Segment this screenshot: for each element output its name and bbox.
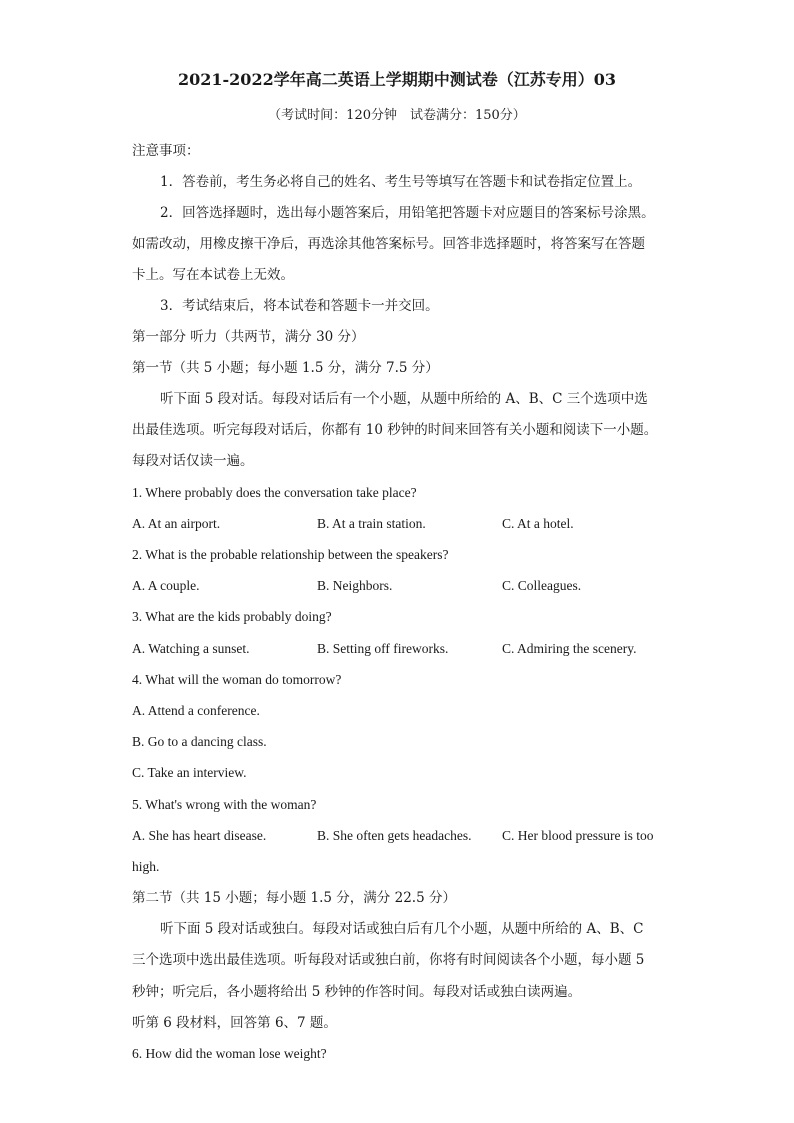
- question-1-option-a: A. At an airport.: [132, 516, 221, 531]
- question-4-option-a: A. Attend a conference.: [132, 703, 260, 718]
- question-2-stem: 2. What is the probable relationship between the speakers?: [132, 547, 449, 562]
- question-2-option-c: C. Colleagues.: [502, 578, 582, 593]
- notice-item-2-line-3: 卡上。写在本试卷上无效。: [132, 267, 294, 283]
- question-4-stem: 4. What will the woman do tomorrow?: [132, 672, 342, 687]
- section1-instruction-line-3: 每段对话仅读一遍。: [132, 453, 254, 469]
- question-4-option-c: C. Take an interview.: [132, 765, 247, 780]
- question-1-option-b: B. At a train station.: [317, 516, 426, 531]
- question-2-option-a: A. A couple.: [132, 578, 200, 593]
- notice-item-1: 1．答卷前，考生务必将自己的姓名、考生号等填写在答题卡和试卷指定位置上。: [160, 174, 642, 190]
- section2-instruction-line-1: 听下面 5 段对话或独白。每段对话或独白后有几个小题，从题中所给的 A、B、C: [160, 921, 644, 937]
- section2-instruction-line-3: 秒钟；听完后，各小题将给出 5 秒钟的作答时间。每段对话或独白读两遍。: [132, 984, 582, 1000]
- question-1-stem: 1. Where probably does the conversation take place?: [132, 485, 417, 500]
- question-3-stem: 3. What are the kids probably doing?: [132, 609, 332, 624]
- notice-item-2-line-2: 如需改动，用橡皮擦干净后，再选涂其他答案标号。回答非选择题时，将答案写在答题: [132, 236, 645, 252]
- section1-heading: 第一节（共 5 小题；每小题 1.5 分，满分 7.5 分）: [132, 360, 439, 376]
- question-1-option-c: C. At a hotel.: [502, 516, 574, 531]
- section1-instruction-line-1: 听下面 5 段对话。每段对话后有一个小题，从题中所给的 A、B、C 三个选项中选: [160, 391, 648, 407]
- question-3-option-a: A. Watching a sunset.: [132, 641, 250, 656]
- section1-instruction-line-2: 出最佳选项。听完每段对话后，你都有 10 秒钟的时间来回答有关小题和阅读下一小题。: [132, 422, 658, 438]
- question-5-option-b: B. She often gets headaches.: [317, 828, 472, 843]
- notice-heading: 注意事项：: [132, 143, 200, 159]
- exam-title: 2021-2022学年高二英语上学期期中测试卷（江苏专用）03: [178, 70, 616, 89]
- part1-heading: 第一部分 听力（共两节，满分 30 分）: [132, 329, 365, 345]
- question-2-option-b: B. Neighbors.: [317, 578, 393, 593]
- notice-item-3: 3．考试结束后，将本试卷和答题卡一并交回。: [160, 298, 439, 314]
- section2-heading: 第二节（共 15 小题；每小题 1.5 分，满分 22.5 分）: [132, 890, 456, 906]
- question-5-option-c: C. Her blood pressure is too: [502, 828, 654, 843]
- question-3-option-c: C. Admiring the scenery.: [502, 641, 637, 656]
- question-4-option-b: B. Go to a dancing class.: [132, 734, 267, 749]
- question-5-option-a: A. She has heart disease.: [132, 828, 267, 843]
- question-5-stem: 5. What's wrong with the woman?: [132, 797, 317, 812]
- exam-subtitle: （考试时间：120分钟 试卷满分：150分）: [268, 108, 526, 123]
- section2-instruction-line-2: 三个选项中选出最佳选项。听每段对话或独白前，你将有时间阅读各个小题，每小题 5: [132, 952, 645, 968]
- material-6-heading: 听第 6 段材料，回答第 6、7 题。: [132, 1015, 337, 1031]
- notice-item-2-line-1: 2．回答选择题时，选出每小题答案后，用铅笔把答题卡对应题目的答案标号涂黑。: [160, 205, 655, 221]
- question-3-option-b: B. Setting off fireworks.: [317, 641, 449, 656]
- question-5-option-c-continued: high.: [132, 859, 160, 874]
- question-6-stem: 6. How did the woman lose weight?: [132, 1046, 327, 1061]
